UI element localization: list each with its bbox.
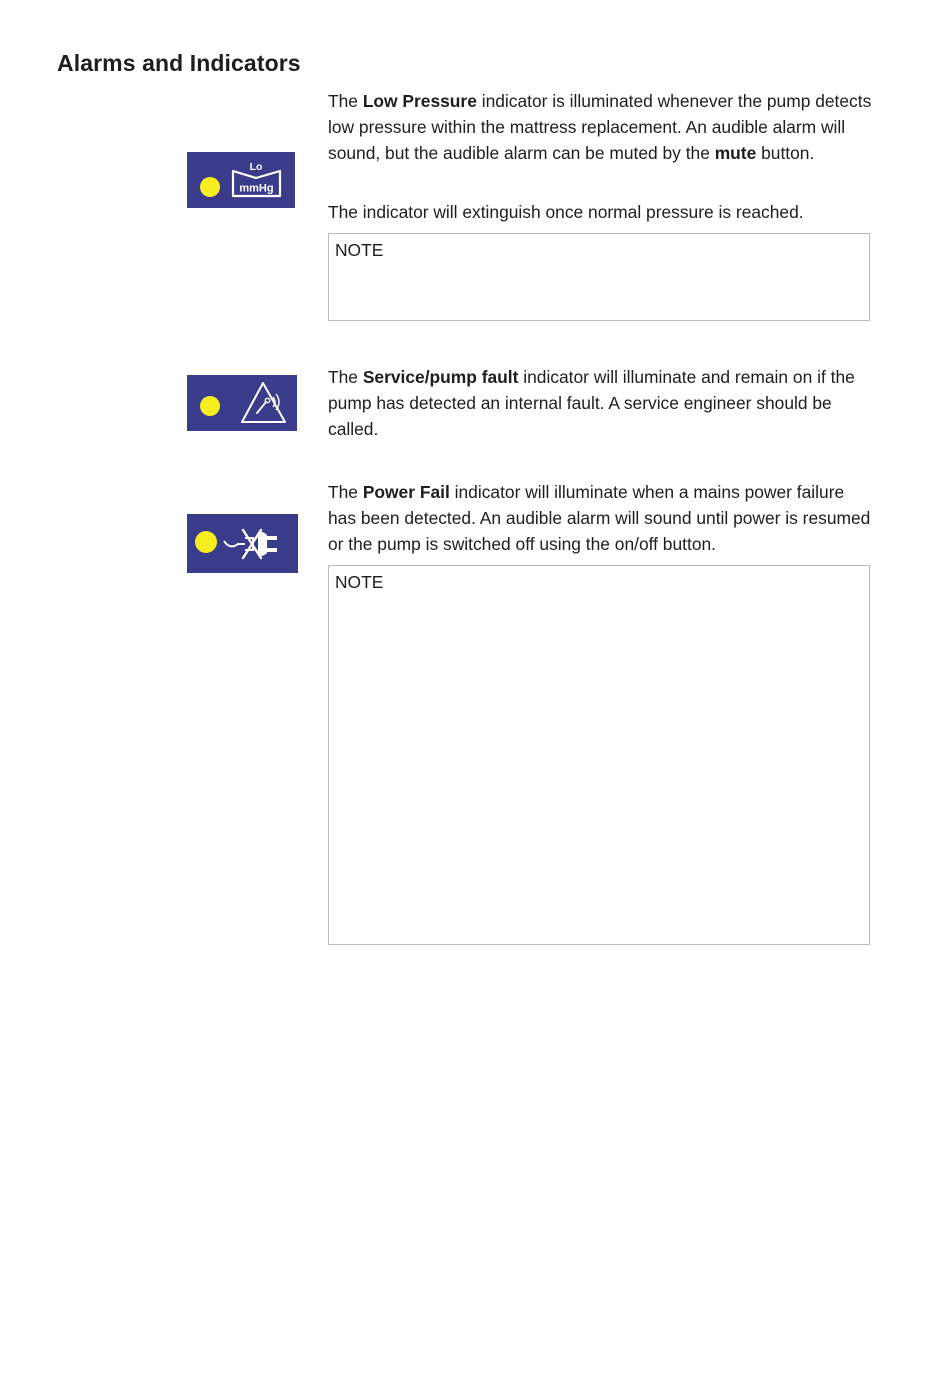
service-fault-term: Service/pump fault [362,367,519,387]
service-fault-description: The Service/pump fault indicator will illuminate and remain on if the pump has detected an internal fault. A service engineer should be called. [328,367,855,439]
note-label: NOTE [335,240,384,260]
low-pressure-term: Low Pressure [362,91,477,111]
power-fail-indicator-panel [187,514,298,573]
icon-label-lo: Lo [249,161,263,173]
service-wrench-warning-icon [187,375,297,431]
section-title: Alarms and Indicators [57,50,301,76]
low-pressure-indicator-panel [187,152,295,208]
low-pressure-description: The Low Pressure indicator is illuminated whenever the pump detects low pressure within the mattress replacement. An audible alarm will sound, but the audible alarm can be muted by the mute button. [328,91,872,163]
note-box [328,565,870,945]
power-fail-term: Power Fail [362,482,450,502]
low-pressure-mmhg-icon [187,152,295,208]
note-label: NOTE [335,572,384,592]
indicator-led [195,531,217,553]
indicator-led [200,396,220,416]
icon-label-mmhg: mmHg [239,182,274,195]
mute-term: mute [714,143,757,163]
note-box [328,233,870,321]
service-fault-indicator-panel [187,375,297,431]
low-pressure-extinguish-text: The indicator will extinguish once normal pressure is reached. [328,202,804,222]
power-fail-description: The Power Fail indicator will illuminate when a mains power failure has been detected. An audible alarm will sound until power is resumed or the pump is switched off using the on/off button. [328,482,871,554]
indicator-led [200,177,220,197]
power-plug-disconnected-icon [187,514,298,573]
